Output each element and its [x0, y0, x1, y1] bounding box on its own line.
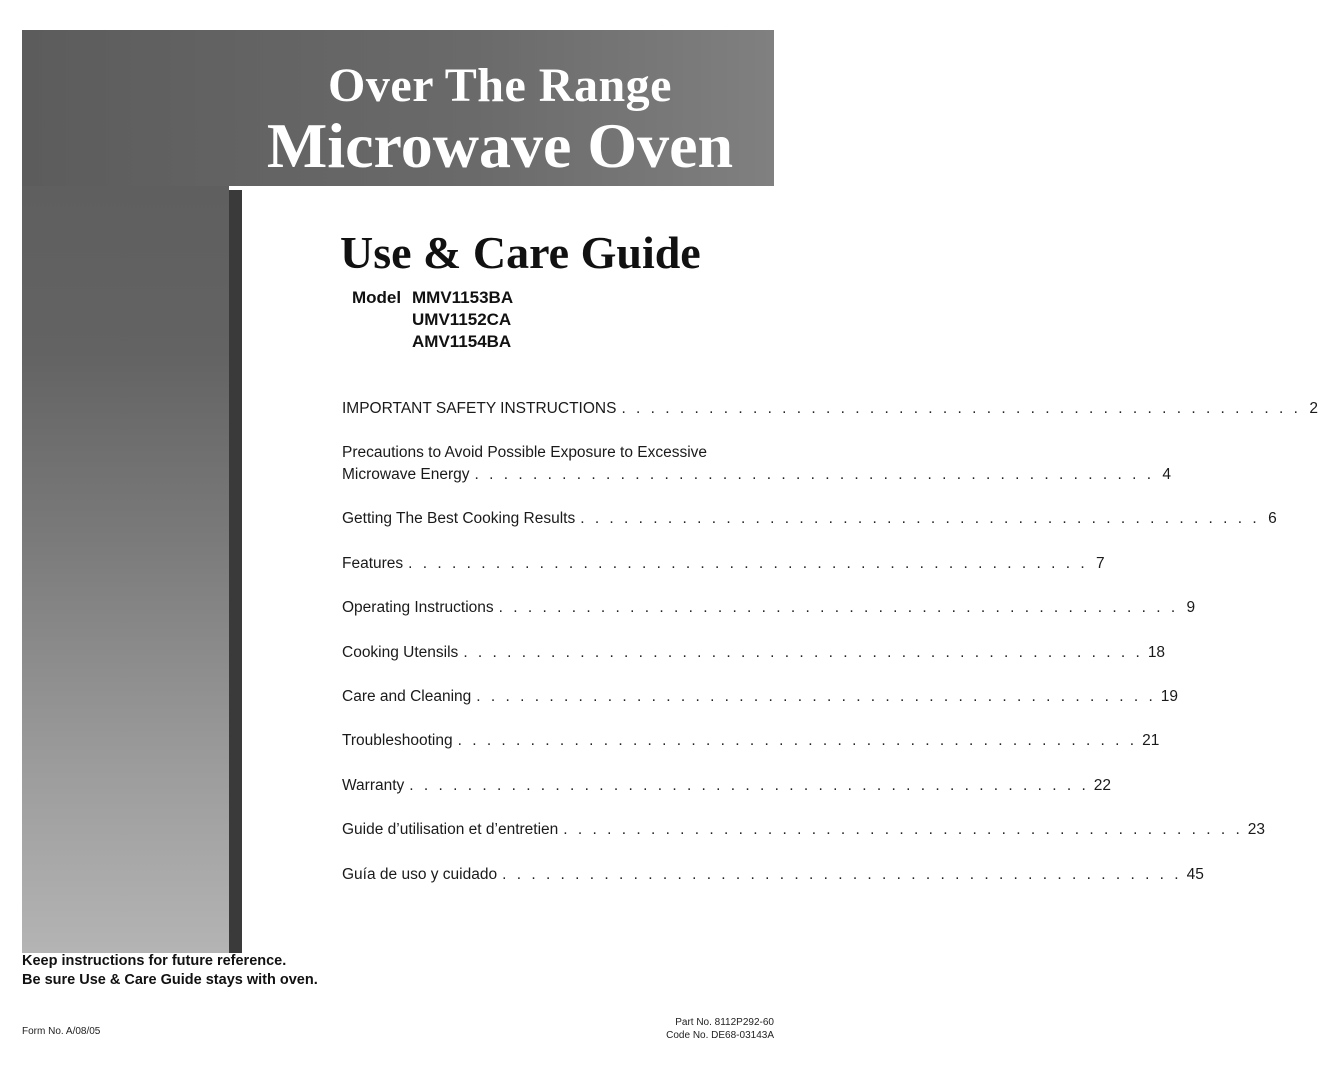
toc-leader-dots: . . . . . . . . . . . . . . . . . . . . . . . . . . . . . . . . . . . . . . . . . . . . . . . — [409, 776, 1089, 794]
toc-page: 9 — [1186, 599, 1196, 617]
toc-leader-dots: . . . . . . . . . . . . . . . . . . . . . . . . . . . . . . . . . . . . . . . . . . . . . . . — [498, 599, 1179, 617]
model-number: UMV1152CA — [412, 310, 512, 329]
toc-title: Operating Instructions — [342, 599, 494, 617]
toc-page: 23 — [1247, 821, 1266, 839]
toc-title: Guía de uso y cuidado — [342, 865, 498, 883]
model-number: AMV1154BA — [412, 332, 512, 351]
toc-title: Features — [342, 554, 404, 572]
toc-page: 6 — [1268, 510, 1277, 528]
toc-leader-dots: . . . . . . . . . . . . . . . . . . . . . . . . . . . . . . . . . . . . . . . . . . . . . . . — [463, 643, 1143, 661]
toc-title: Warranty — [342, 776, 405, 794]
toc-title: IMPORTANT SAFETY INSTRUCTIONS — [342, 400, 617, 417]
form-number: Form No. A/08/05 — [22, 1026, 101, 1037]
toc-item-safety[interactable] — [342, 398, 1318, 442]
toc-title: Microwave Energy — [342, 466, 470, 484]
keep-note-line2: Be sure Use & Care Guide stays with oven. — [22, 972, 318, 988]
toc-page: 45 — [1186, 865, 1204, 883]
toc-leader-dots: . . . . . . . . . . . . . . . . . . . . . . . . . . . . . . . . . . . . . . . . . . . . . . . — [621, 400, 1301, 417]
model-list — [352, 287, 513, 353]
toc-title: Troubleshooting — [342, 732, 453, 750]
product-title-line1: Over The Range — [328, 59, 672, 112]
toc-leader-dots: . . . . . . . . . . . . . . . . . . . . . . . . . . . . . . . . . . . . . . . . . . . . . . . — [563, 821, 1243, 839]
toc-leader-dots: . . . . . . . . . . . . . . . . . . . . . . . . . . . . . . . . . . . . . . . . . . . . . . . — [457, 732, 1138, 750]
part-code-block — [666, 1016, 774, 1042]
toc-page: 4 — [1162, 466, 1171, 484]
code-number: Code No. DE68-03143A — [666, 1030, 774, 1041]
toc-item-precautions[interactable] — [342, 442, 1171, 508]
keep-instructions-note — [22, 952, 318, 990]
toc-page: 2 — [1309, 400, 1318, 417]
toc-leader-dots: . . . . . . . . . . . . . . . . . . . . . . . . . . . . . . . . . . . . . . . . . . . . . . . — [580, 510, 1260, 528]
model-number: MMV1153BA — [412, 288, 514, 307]
toc-item-utensils[interactable] — [342, 642, 1166, 686]
toc-item-operating[interactable] — [342, 597, 1196, 641]
toc-page: 21 — [1142, 732, 1160, 750]
model-label: Model — [352, 288, 402, 307]
toc-leader-dots: . . . . . . . . . . . . . . . . . . . . . . . . . . . . . . . . . . . . . . . . . . . . . . . — [502, 865, 1182, 883]
toc-page: 18 — [1147, 643, 1166, 661]
toc-page: 22 — [1093, 776, 1112, 794]
part-number: Part No. 8112P292-60 — [675, 1017, 774, 1028]
toc-item-cooking-results[interactable] — [342, 508, 1277, 552]
table-of-contents — [342, 398, 1318, 908]
toc-item-guia-spanish[interactable] — [342, 864, 1204, 908]
keep-note-line1: Keep instructions for future reference. — [22, 953, 287, 969]
toc-leader-dots: . . . . . . . . . . . . . . . . . . . . . . . . . . . . . . . . . . . . . . . . . . . . . . . — [474, 466, 1154, 484]
toc-item-guide-french[interactable] — [342, 819, 1266, 863]
toc-leader-dots: . . . . . . . . . . . . . . . . . . . . . . . . . . . . . . . . . . . . . . . . . . . . . . . — [408, 554, 1088, 572]
toc-title: Guide d’utilisation et d’entretien — [342, 821, 559, 839]
toc-title: Cooking Utensils — [342, 643, 459, 661]
toc-page: 19 — [1160, 687, 1179, 705]
toc-page: 7 — [1096, 554, 1105, 572]
product-title-line2: Microwave Oven — [266, 110, 734, 181]
toc-item-care[interactable] — [342, 686, 1179, 730]
guide-title: Use & Care Guide — [340, 227, 701, 278]
toc-title: Getting The Best Cooking Results — [342, 510, 576, 528]
toc-title-line1: Precautions to Avoid Possible Exposure to Excessive — [342, 444, 708, 462]
toc-leader-dots: . . . . . . . . . . . . . . . . . . . . . . . . . . . . . . . . . . . . . . . . . . . . . . . — [476, 687, 1156, 705]
toc-item-warranty[interactable] — [342, 775, 1112, 819]
toc-title: Care and Cleaning — [342, 687, 472, 705]
vertical-divider-bar — [229, 190, 242, 953]
toc-item-troubleshooting[interactable] — [342, 730, 1160, 774]
toc-item-features[interactable] — [342, 553, 1105, 597]
